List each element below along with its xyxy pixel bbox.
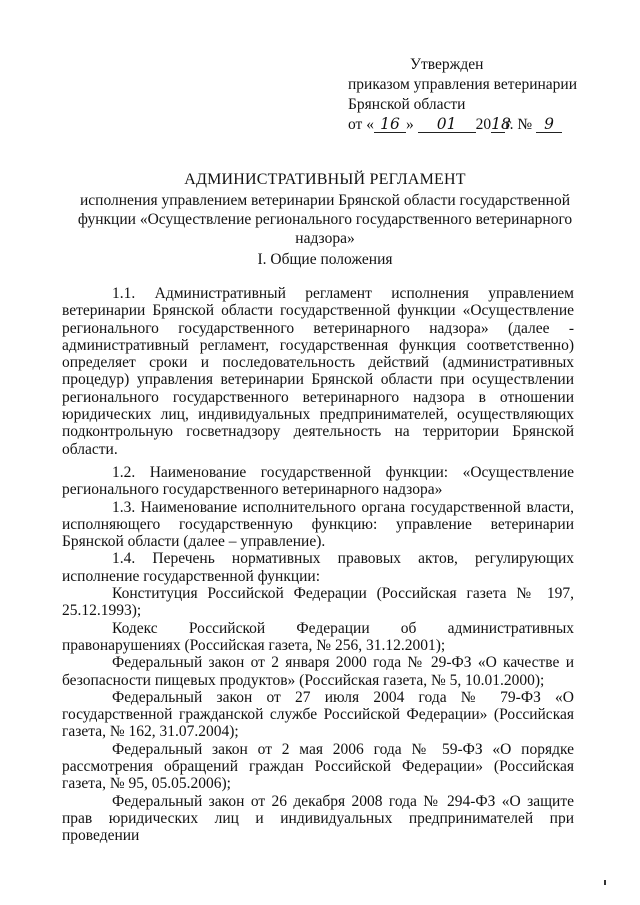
date-mid: » <box>405 116 414 133</box>
document-subtitle: исполнения управлением ветеринарии Брянской области государственной функции «Осуществление регионального государственного ветеринарного надзора» <box>77 192 573 247</box>
approval-block <box>348 55 628 135</box>
date-prefix: от « <box>348 116 374 133</box>
list-item-admin-code: Кодекс Российской Федерации об административных правонарушениях (Российская газета, № 256, 31.12.2001); <box>62 619 574 654</box>
list-item-constitution: Конституция Российской Федерации (Российская газета № 197, 25.12.1993); <box>62 585 574 620</box>
list-item-law-79: Федеральный закон от 27 июля 2004 года № 79-ФЗ «О государственной гражданской службе Российской Федерации» (Российская газета, № 162, 31.07.2004); <box>62 688 574 741</box>
paragraph-1-4: 1.4. Перечень нормативных правовых актов, регулирующих исполнение государственной функции: <box>62 550 574 585</box>
document-heading <box>60 170 590 248</box>
list-item-law-59: Федеральный закон от 2 мая 2006 года № 59-ФЗ «О порядке рассмотрения обращений граждан Российской Федерации» (Российская газета, № 95, 05.05.2006); <box>62 740 574 793</box>
year-suffix: г. № <box>505 116 533 133</box>
list-item-law-294: Федеральный закон от 26 декабря 2008 года № 294-ФЗ «О защите прав юридических лиц и индивидуальных предпринимателей при проведении <box>62 792 574 845</box>
document-body <box>62 285 574 845</box>
paragraph-1-2: 1.2. Наименование государственной функции: «Осуществление регионального государственного ветеринарного надзора» <box>62 463 574 499</box>
scan-mark <box>604 880 606 885</box>
paragraph-1-1: 1.1. Административный регламент исполнения управлением ветеринарии Брянской области государственной функции «Осуществление регионального государственного ветеринарного надзора» (далее - административный регламент, государственная функция соответственно) определяет сроки и последовательность действий (административных процедур) управления ветеринарии Брянской области при осуществлении регионального государственного ветеринарного надзора в отношении юридических лиц, индивидуальных предпринимателей, осуществляющих подконтрольную госветнадзору деятельность на территории Брянской области. <box>62 285 574 458</box>
approval-region-line: Брянской области <box>348 96 466 113</box>
list-item-law-29: Федеральный закон от 2 января 2000 года № 29-ФЗ «О качестве и безопасности пищевых продуктов» (Российская газета, № 5, 10.01.2000); <box>62 654 574 689</box>
section-title: I. Общие положения <box>257 251 393 268</box>
handwritten-day: 16 <box>374 116 406 133</box>
paragraph-1-3: 1.3. Наименование исполнительного органа государственной власти, исполняющего государственную функцию: управление ветеринарии Брянской области (далее – управление). <box>62 498 574 551</box>
approval-heading: Утвержден <box>410 56 484 73</box>
document-title: АДМИНИСТРАТИВНЫЙ РЕГЛАМЕНТ <box>184 171 466 188</box>
handwritten-order-number: 9 <box>536 116 562 133</box>
handwritten-month: 01 <box>418 116 476 133</box>
approval-order-line: приказом управления ветеринарии <box>348 76 578 93</box>
handwritten-year: 18 <box>491 115 511 133</box>
approval-date-line <box>348 115 628 135</box>
year-prefix: 20 <box>475 116 492 133</box>
